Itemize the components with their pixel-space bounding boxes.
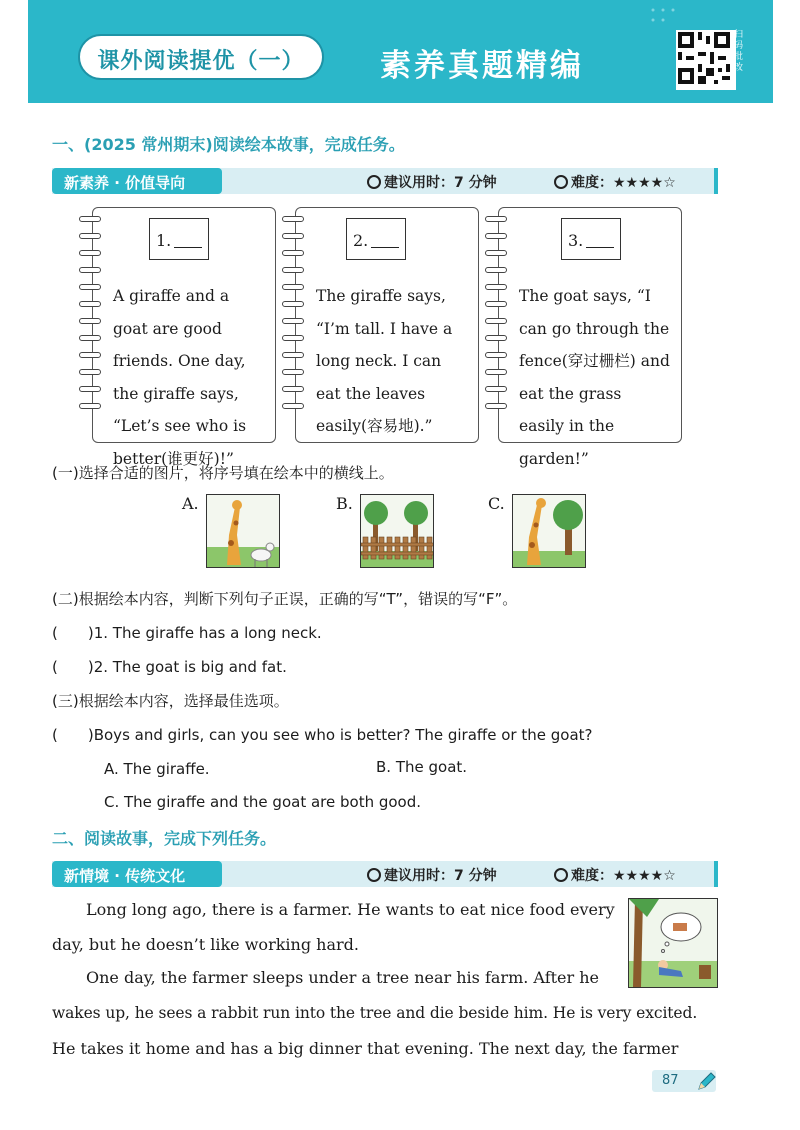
passage-line-1: Long long ago, there is a farmer. He wants to eat nice food every bbox=[86, 900, 615, 919]
qr-code-icon bbox=[678, 32, 730, 84]
card-text: A giraffe and a goat are good friends. One day, the giraffe says, “Let’s see who is better(谁更好)!” bbox=[113, 287, 247, 468]
page-header bbox=[28, 0, 773, 103]
banner-tag bbox=[52, 168, 222, 194]
header-title: 素养真题精编 bbox=[380, 48, 584, 84]
card-number: 2. bbox=[353, 231, 369, 250]
judge-statement: 2. The goat is big and fat. bbox=[93, 658, 287, 676]
sleeping-farmer-icon bbox=[629, 899, 717, 987]
option-c-label: C. bbox=[488, 494, 505, 513]
check-circle-icon bbox=[554, 175, 568, 189]
story-card-2 bbox=[295, 207, 479, 443]
pencil-icon bbox=[696, 1070, 718, 1092]
giraffe-goat-icon bbox=[207, 495, 280, 568]
difficulty-stars: ★★★★☆ bbox=[613, 175, 676, 191]
judge-item-1 bbox=[52, 622, 322, 643]
task2-instruction: (二)根据绘本内容，判断下列句子正误，正确的写“T”，错误的写“F”。 bbox=[52, 590, 518, 608]
clock-icon bbox=[367, 175, 381, 189]
giraffe-tree-icon bbox=[513, 495, 586, 568]
task1-instruction: (一)选择合适的图片，将序号填在绘本中的横线上。 bbox=[52, 464, 394, 482]
task3-instruction: (三)根据绘本内容，选择最佳选项。 bbox=[52, 692, 289, 710]
option-a-label: A. bbox=[182, 494, 199, 513]
card-number-box[interactable] bbox=[346, 218, 406, 260]
choice-question bbox=[52, 724, 592, 745]
qr-code[interactable] bbox=[676, 30, 736, 90]
card-number: 1. bbox=[156, 231, 172, 250]
answer-blank[interactable] bbox=[371, 233, 399, 248]
answer-paren[interactable]: ( ) bbox=[52, 658, 94, 676]
qr-side-text: 扫码批改 bbox=[734, 30, 744, 73]
answer-paren[interactable]: ( ) bbox=[52, 726, 94, 744]
section1-banner bbox=[52, 168, 718, 194]
answer-paren[interactable]: ( ) bbox=[52, 624, 94, 642]
spiral-binding bbox=[485, 216, 509, 420]
section1-heading: 一、(2025 常州期末)阅读绘本故事，完成任务。 bbox=[52, 135, 405, 154]
spiral-binding bbox=[79, 216, 103, 420]
giraffe-eating-leaves-picture[interactable] bbox=[512, 494, 586, 568]
question-text: Boys and girls, can you see who is better? The giraffe or the goat? bbox=[93, 726, 593, 744]
section2-banner bbox=[52, 861, 718, 887]
clock-icon bbox=[367, 868, 381, 882]
check-circle-icon bbox=[554, 868, 568, 882]
fence-garden-picture[interactable] bbox=[360, 494, 434, 568]
banner-end-mark bbox=[714, 861, 718, 887]
farmer-rabbit-picture bbox=[628, 898, 718, 988]
banner-end-mark bbox=[714, 168, 718, 194]
banner-tag bbox=[52, 861, 222, 887]
choice-c[interactable]: C. The giraffe and the goat are both good. bbox=[104, 793, 422, 811]
difficulty: 难度：★★★★☆ bbox=[554, 172, 676, 192]
difficulty-stars: ★★★★☆ bbox=[613, 868, 676, 884]
section-tab bbox=[78, 34, 324, 80]
card-text: The goat says, “I can go through the fence(穿过栅栏) and eat the grass easily in the garden!” bbox=[519, 287, 670, 468]
banner-tag-label: 新情境 · 传统文化 bbox=[64, 867, 186, 885]
answer-blank[interactable] bbox=[586, 233, 614, 248]
passage-line-3: One day, the farmer sleeps under a tree near his farm. After he bbox=[86, 968, 600, 987]
card-number-box[interactable] bbox=[561, 218, 621, 260]
page-number-tag bbox=[652, 1070, 716, 1092]
passage-line-4: wakes up, he sees a rabbit run into the tree and die beside him. He is very excited. bbox=[52, 1004, 698, 1022]
section-tab-label: 课外阅读提优（一） bbox=[97, 49, 305, 74]
suggested-time: 建议用时：7 分钟 bbox=[367, 865, 497, 885]
story-card-3 bbox=[498, 207, 682, 468]
difficulty: 难度：★★★★☆ bbox=[554, 865, 676, 885]
choice-a[interactable]: A. The giraffe. bbox=[104, 760, 210, 778]
suggested-time: 建议用时：7 分钟 bbox=[367, 172, 497, 192]
spiral-binding bbox=[282, 216, 306, 420]
giraffe-and-goat-picture[interactable] bbox=[206, 494, 280, 568]
banner-tag-label: 新素养 · 价值导向 bbox=[64, 174, 186, 192]
page-number: 87 bbox=[662, 1073, 679, 1088]
passage-line-2: day, but he doesn’t like working hard. bbox=[52, 935, 359, 954]
choice-b[interactable]: B. The goat. bbox=[376, 758, 468, 776]
option-b-label: B. bbox=[336, 494, 353, 513]
section2-heading: 二、阅读故事，完成下列任务。 bbox=[52, 829, 277, 848]
card-number-box[interactable] bbox=[149, 218, 209, 260]
card-number: 3. bbox=[568, 231, 584, 250]
story-card-1 bbox=[92, 207, 276, 468]
card-text: The giraffe says, “I’m tall. I have a long neck. I can eat the leaves easily(容易地).” bbox=[316, 287, 453, 435]
fence-garden-icon bbox=[361, 495, 434, 568]
answer-blank[interactable] bbox=[174, 233, 202, 248]
passage-line-5: He takes it home and has a big dinner that evening. The next day, the farmer bbox=[52, 1039, 679, 1058]
judge-item-2 bbox=[52, 656, 287, 677]
judge-statement: 1. The giraffe has a long neck. bbox=[93, 624, 322, 642]
